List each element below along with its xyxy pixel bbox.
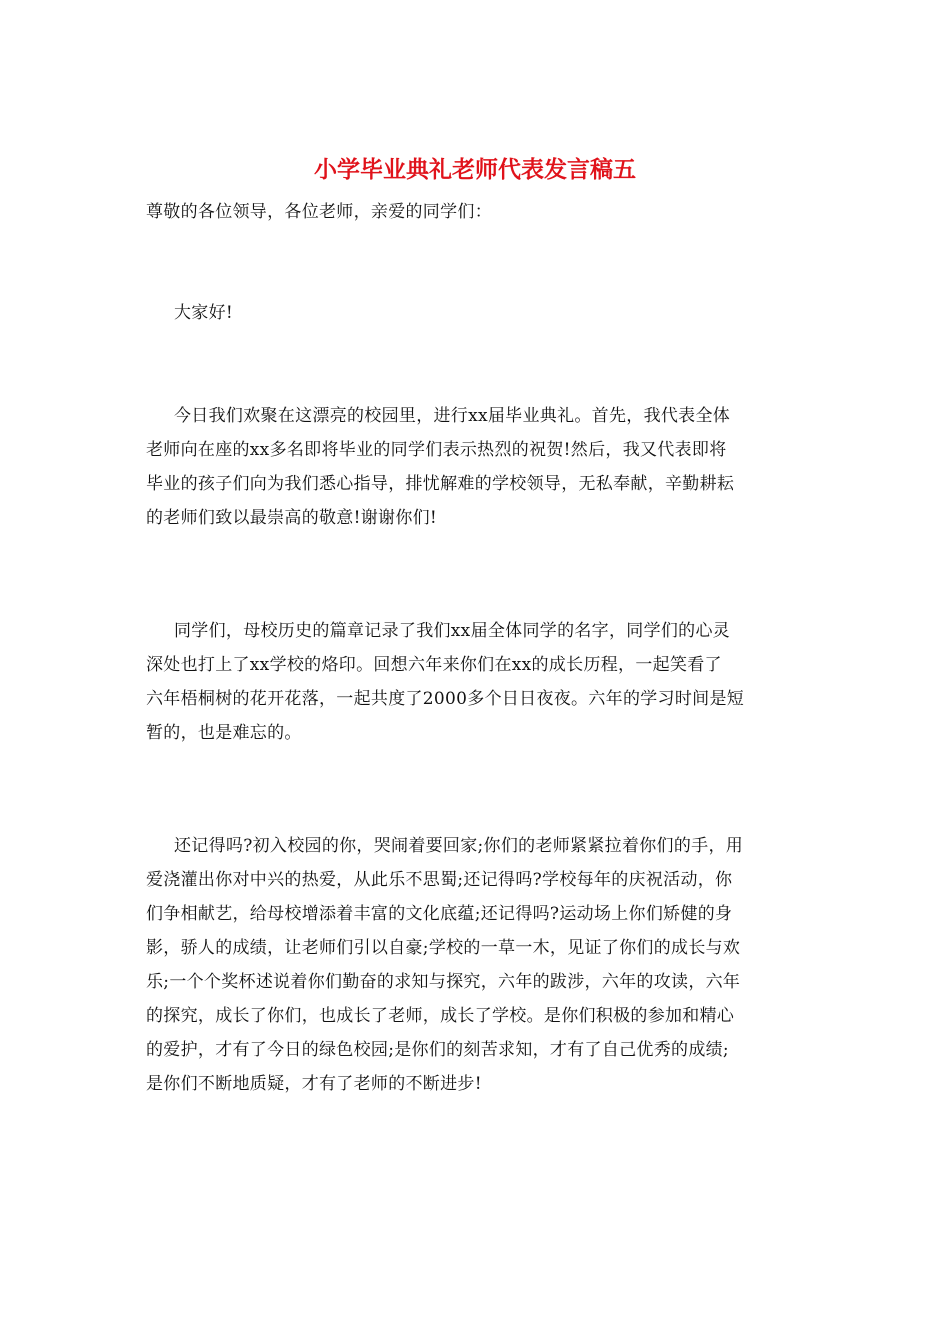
paragraph-line: 是你们不断地质疑，才有了老师的不断进步! [146,1074,482,1094]
paragraph-line: 今日我们欢聚在这漂亮的校园里，进行xx届毕业典礼。首先，我代表全体 [174,406,731,426]
paragraph-line: 还记得吗?初入校园的你，哭闹着要回家;你们的老师紧紧拉着你们的手，用 [174,836,744,856]
paragraph-line: 的爱护，才有了今日的绿色校园;是你们的刻苦求知，才有了自己优秀的成绩; [146,1040,729,1060]
paragraph-line: 的老师们致以最崇高的敬意!谢谢你们! [146,508,438,528]
paragraph-line: 影，骄人的成绩，让老师们引以自豪;学校的一草一木，见证了你们的成长与欢 [146,938,741,958]
paragraph-line: 暂的，也是难忘的。 [146,723,302,743]
paragraph-line: 深处也打上了xx学校的烙印。回想六年来你们在xx的成长历程，一起笑看了 [146,655,722,675]
paragraph-line: 大家好! [174,303,234,323]
paragraph-line: 六年梧桐树的花开花落，一起共度了2000多个日日夜夜。六年的学习时间是短 [146,689,745,709]
paragraph-welcome [146,399,806,535]
paragraph-greeting [146,296,806,330]
salutation [146,195,806,229]
document-title: 小学毕业典礼老师代表发言稿五 [314,156,636,183]
paragraph-line: 爱浇灌出你对中兴的热爱，从此乐不思蜀;还记得吗?学校每年的庆祝活动，你 [146,870,733,890]
paragraph-line: 毕业的孩子们向为我们悉心指导，排忧解难的学校领导，无私奉献，辛勤耕耘 [146,474,735,494]
paragraph-line: 同学们，母校历史的篇章记录了我们xx届全体同学的名字，同学们的心灵 [174,621,731,641]
paragraph-memories [146,614,806,750]
salutation-line: 尊敬的各位领导，各位老师，亲爱的同学们： [146,202,492,222]
paragraph-line: 的探究，成长了你们，也成长了老师，成长了学校。是你们积极的参加和精心 [146,1006,735,1026]
paragraph-line: 乐;一个个奖杯述说着你们勤奋的求知与探究，六年的跋涉，六年的攻读，六年 [146,972,741,992]
paragraph-remember [146,829,806,1101]
paragraph-line: 们争相献艺，给母校增添着丰富的文化底蕴;还记得吗?运动场上你们矫健的身 [146,904,733,924]
paragraph-line: 老师向在座的xx多名即将毕业的同学们表示热烈的祝贺!然后，我又代表即将 [146,440,727,460]
